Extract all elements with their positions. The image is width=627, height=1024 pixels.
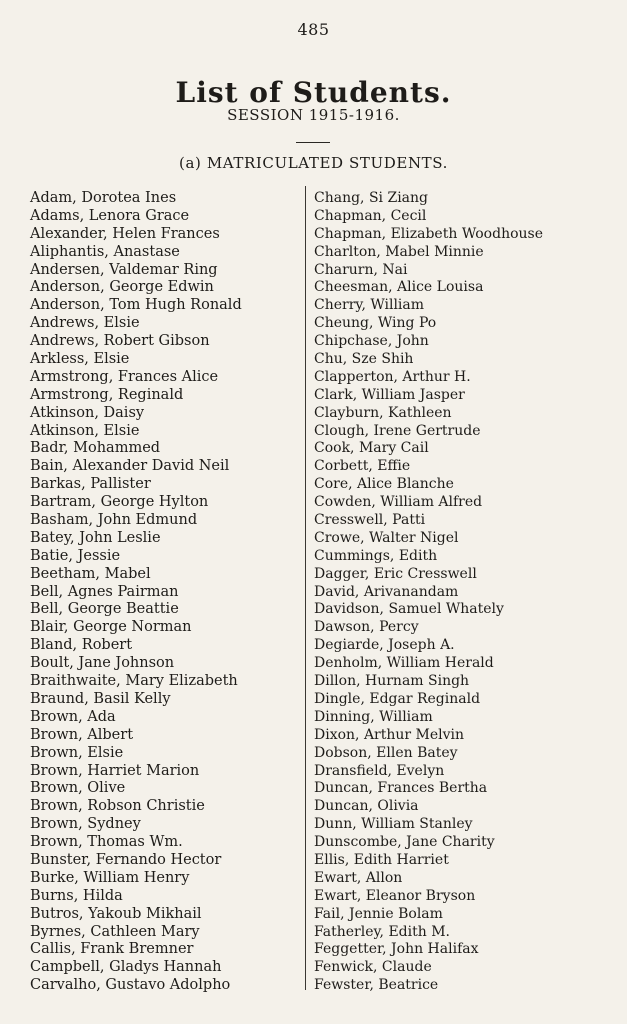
- heading-rule: [296, 142, 330, 143]
- student-name: Fail, Jennie Bolam: [314, 905, 443, 922]
- student-name: Batey, John Leslie: [30, 529, 161, 546]
- student-name: Bland, Robert: [30, 637, 133, 654]
- student-name: Armstrong, Reginald: [30, 386, 184, 403]
- student-name: Dagger, Eric Cresswell: [314, 565, 477, 582]
- student-name: David, Arivanandam: [314, 583, 459, 600]
- student-name: Cummings, Edith: [314, 547, 438, 564]
- student-name: Ellis, Edith Harriet: [314, 851, 449, 868]
- student-name: Brown, Robson Christie: [30, 798, 205, 815]
- student-name: Dawson, Percy: [314, 619, 419, 636]
- student-name: Corbett, Effie: [314, 458, 411, 475]
- student-name: Fatherley, Edith M.: [314, 923, 450, 940]
- student-name: Dobson, Ellen Batey: [314, 744, 458, 761]
- student-name: Batie, Jessie: [30, 547, 121, 564]
- student-list-right: [314, 190, 614, 995]
- student-name: Cresswell, Patti: [314, 512, 426, 529]
- student-name: Clayburn, Kathleen: [314, 404, 452, 421]
- student-name: Core, Alice Blanche: [314, 476, 454, 493]
- student-name: Dransfield, Evelyn: [314, 762, 445, 779]
- student-name: Campbell, Gladys Hannah: [30, 959, 222, 976]
- student-name: Cowden, William Alfred: [314, 494, 483, 511]
- student-list-left: [30, 190, 300, 995]
- student-name: Ewart, Allon: [314, 869, 403, 886]
- student-name: Brown, Elsie: [30, 744, 124, 761]
- student-name: Brown, Albert: [30, 726, 134, 743]
- student-name: Fenwick, Claude: [314, 959, 432, 976]
- student-name: Byrnes, Cathleen Mary: [30, 923, 200, 940]
- student-name: Callis, Frank Bremner: [30, 941, 194, 958]
- student-name: Bell, George Beattie: [30, 601, 179, 618]
- student-name: Braund, Basil Kelly: [30, 690, 171, 707]
- student-name: Brown, Olive: [30, 780, 126, 797]
- student-name: Andrews, Elsie: [30, 315, 140, 332]
- column-divider: [305, 186, 306, 990]
- student-name: Brown, Ada: [30, 708, 116, 725]
- student-name: Dillon, Hurnam Singh: [314, 673, 470, 690]
- student-name: Butros, Yakoub Mikhail: [30, 905, 202, 922]
- student-name: Degiarde, Joseph A.: [314, 637, 455, 654]
- student-name: Charurn, Nai: [314, 261, 408, 278]
- student-name: Brown, Thomas Wm.: [30, 834, 183, 851]
- student-name: Duncan, Olivia: [314, 798, 419, 815]
- student-name: Andersen, Valdemar Ring: [30, 261, 218, 278]
- student-name: Aliphantis, Anastase: [30, 243, 180, 260]
- student-name: Dixon, Arthur Melvin: [314, 726, 465, 743]
- student-name: Cheung, Wing Po: [314, 315, 437, 332]
- student-name: Blair, George Norman: [30, 619, 192, 636]
- student-name: Cherry, William: [314, 297, 425, 314]
- student-name: Armstrong, Frances Alice: [30, 368, 219, 385]
- student-name: Badr, Mohammed: [30, 440, 161, 457]
- page-number: 485: [297, 20, 330, 39]
- student-name: Chapman, Cecil: [314, 207, 427, 224]
- student-name: Bain, Alexander David Neil: [30, 458, 230, 475]
- student-name: Carvalho, Gustavo Adolpho: [30, 977, 231, 994]
- student-name: Dinning, William: [314, 708, 433, 725]
- student-name: Bunster, Fernando Hector: [30, 851, 222, 868]
- student-name: Atkinson, Daisy: [30, 404, 145, 421]
- student-name: Clough, Irene Gertrude: [314, 422, 481, 439]
- student-name: Brown, Sydney: [30, 816, 141, 833]
- student-name: Cook, Mary Cail: [314, 440, 429, 457]
- student-name: Beetham, Mabel: [30, 565, 151, 582]
- session-heading: SESSION 1915-1916.: [227, 106, 400, 124]
- student-name: Anderson, Tom Hugh Ronald: [30, 297, 242, 314]
- student-name: Barkas, Pallister: [30, 476, 151, 493]
- student-name: Davidson, Samuel Whately: [314, 601, 504, 618]
- student-name: Adams, Lenora Grace: [30, 207, 190, 224]
- student-name: Bartram, George Hylton: [30, 494, 209, 511]
- student-name: Cheesman, Alice Louisa: [314, 279, 484, 296]
- student-name: Ewart, Eleanor Bryson: [314, 887, 476, 904]
- student-name: Denholm, William Herald: [314, 655, 494, 672]
- student-name: Chang, Si Ziang: [314, 190, 429, 206]
- student-name: Fewster, Beatrice: [314, 977, 439, 994]
- student-name: Chu, Sze Shih: [314, 351, 414, 368]
- student-name: Adam, Dorotea Ines: [30, 190, 177, 206]
- student-name: Andrews, Robert Gibson: [30, 333, 210, 350]
- student-name: Burns, Hilda: [30, 887, 123, 904]
- student-name: Duncan, Frances Bertha: [314, 780, 488, 797]
- student-name: Boult, Jane Johnson: [30, 655, 175, 672]
- student-name: Clark, William Jasper: [314, 386, 465, 403]
- student-name: Dingle, Edgar Reginald: [314, 690, 481, 707]
- student-name: Dunn, William Stanley: [314, 816, 473, 833]
- page-title: List of Students.: [175, 76, 452, 109]
- student-name: Charlton, Mabel Minnie: [314, 243, 484, 260]
- student-name: Dunscombe, Jane Charity: [314, 834, 495, 851]
- student-name: Braithwaite, Mary Elizabeth: [30, 673, 238, 690]
- student-name: Clapperton, Arthur H.: [314, 368, 471, 385]
- section-heading: (a) MATRICULATED STUDENTS.: [179, 154, 448, 172]
- student-name: Burke, William Henry: [30, 869, 190, 886]
- student-name: Basham, John Edmund: [30, 512, 198, 529]
- student-name: Chapman, Elizabeth Woodhouse: [314, 225, 544, 242]
- student-name: Anderson, George Edwin: [30, 279, 214, 296]
- student-name: Brown, Harriet Marion: [30, 762, 200, 779]
- student-name: Alexander, Helen Frances: [30, 225, 220, 242]
- student-name: Crowe, Walter Nigel: [314, 529, 459, 546]
- student-name: Feggetter, John Halifax: [314, 941, 479, 958]
- student-name: Arkless, Elsie: [30, 351, 130, 368]
- student-name: Atkinson, Elsie: [30, 422, 140, 439]
- student-name: Bell, Agnes Pairman: [30, 583, 179, 600]
- student-name: Chipchase, John: [314, 333, 429, 350]
